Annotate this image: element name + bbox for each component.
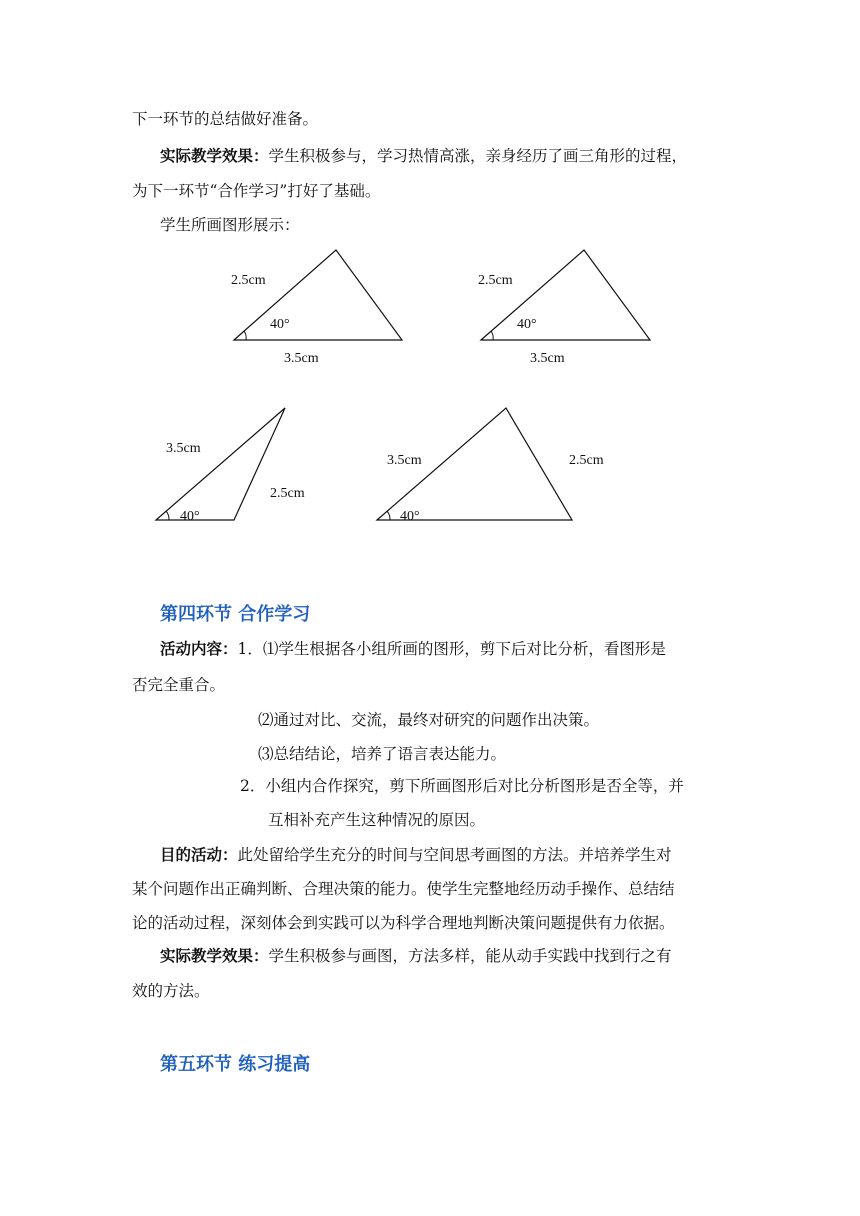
triangle-4-side-b-label: 2.5cm xyxy=(569,453,604,468)
triangle-2-side-b-label: 3.5cm xyxy=(530,351,565,366)
activity-label: 活动内容： xyxy=(160,640,238,658)
effect-label: 实际教学效果： xyxy=(160,147,269,165)
effect-text-2: 学生积极参与画图，方法多样，能从动手实践中找到行之有 xyxy=(268,947,672,965)
triangle-2-angle-label: 40° xyxy=(517,317,537,332)
triangle-1-side-b-label: 3.5cm xyxy=(284,351,319,366)
effect-label-2: 实际教学效果： xyxy=(160,947,269,965)
effect-text: 学生积极参与，学习热情高涨，亲身经历了画三角形的过程， xyxy=(268,147,688,165)
purpose-paragraph xyxy=(160,844,672,866)
triangle-figure-1 xyxy=(231,250,402,366)
activity-item-2-continued: 互相补充产生这种情况的原因。 xyxy=(268,811,486,829)
triangle-figure-4 xyxy=(377,408,604,524)
activity-item-1-sub-2: ⑵通过对比、交流，最终对研究的问题作出决策。 xyxy=(258,711,600,729)
activity-item-2: 2．小组内合作探究，剪下所画图形后对比分析图形是否全等，并 xyxy=(240,777,684,795)
activity-item-1-text: 1．⑴学生根据各小组所画的图形，剪下后对比分析，看图形是 xyxy=(237,640,666,658)
triangle-3-side-a-label: 3.5cm xyxy=(166,441,201,456)
section-5-heading: 第五环节 练习提高 xyxy=(160,1054,311,1075)
purpose-text-line-3: 论的活动过程，深刻体会到实践可以为科学合理地判断决策问题提供有力依据。 xyxy=(132,914,675,932)
activity-item-1-continued: 否完全重合。 xyxy=(132,676,226,694)
section-4-heading: 第四环节 合作学习 xyxy=(160,604,311,625)
purpose-text-line-2: 某个问题作出正确判断、合理决策的能力。使学生完整地经历动手操作、总结结 xyxy=(132,880,675,898)
triangle-3-angle-label: 40° xyxy=(180,509,200,524)
triangle-2-side-a-label: 2.5cm xyxy=(478,273,513,288)
triangle-4-angle-label: 40° xyxy=(400,509,420,524)
figures-intro: 学生所画图形展示： xyxy=(160,216,300,234)
triangle-1-shape xyxy=(234,250,402,340)
angle-arc-1 xyxy=(244,331,246,340)
effect-text-continued: 为下一环节“合作学习”打好了基础。 xyxy=(132,182,381,200)
paragraph-continued: 下一环节的总结做好准备。 xyxy=(132,110,319,128)
angle-arc-4 xyxy=(387,511,390,520)
triangle-figure-3 xyxy=(156,408,305,524)
angle-arc-2 xyxy=(491,331,493,340)
purpose-text: 此处留给学生充分的时间与空间思考画图的方法。并培养学生对 xyxy=(237,846,672,864)
activity-item-1 xyxy=(160,638,666,660)
activity-item-1-sub-3: ⑶总结结论，培养了语言表达能力。 xyxy=(258,745,507,763)
triangle-1-side-a-label: 2.5cm xyxy=(231,273,266,288)
effect-text-2-continued: 效的方法。 xyxy=(132,982,210,1000)
triangle-3-shape xyxy=(156,408,285,520)
triangle-2-shape xyxy=(481,250,650,340)
triangle-3-side-b-label: 2.5cm xyxy=(270,486,305,501)
triangle-figure-2 xyxy=(478,250,650,366)
triangle-4-side-a-label: 3.5cm xyxy=(387,453,422,468)
purpose-label: 目的活动： xyxy=(160,846,238,864)
effect-paragraph-2 xyxy=(160,945,672,967)
triangle-1-angle-label: 40° xyxy=(270,317,290,332)
angle-arc-3 xyxy=(166,511,169,520)
